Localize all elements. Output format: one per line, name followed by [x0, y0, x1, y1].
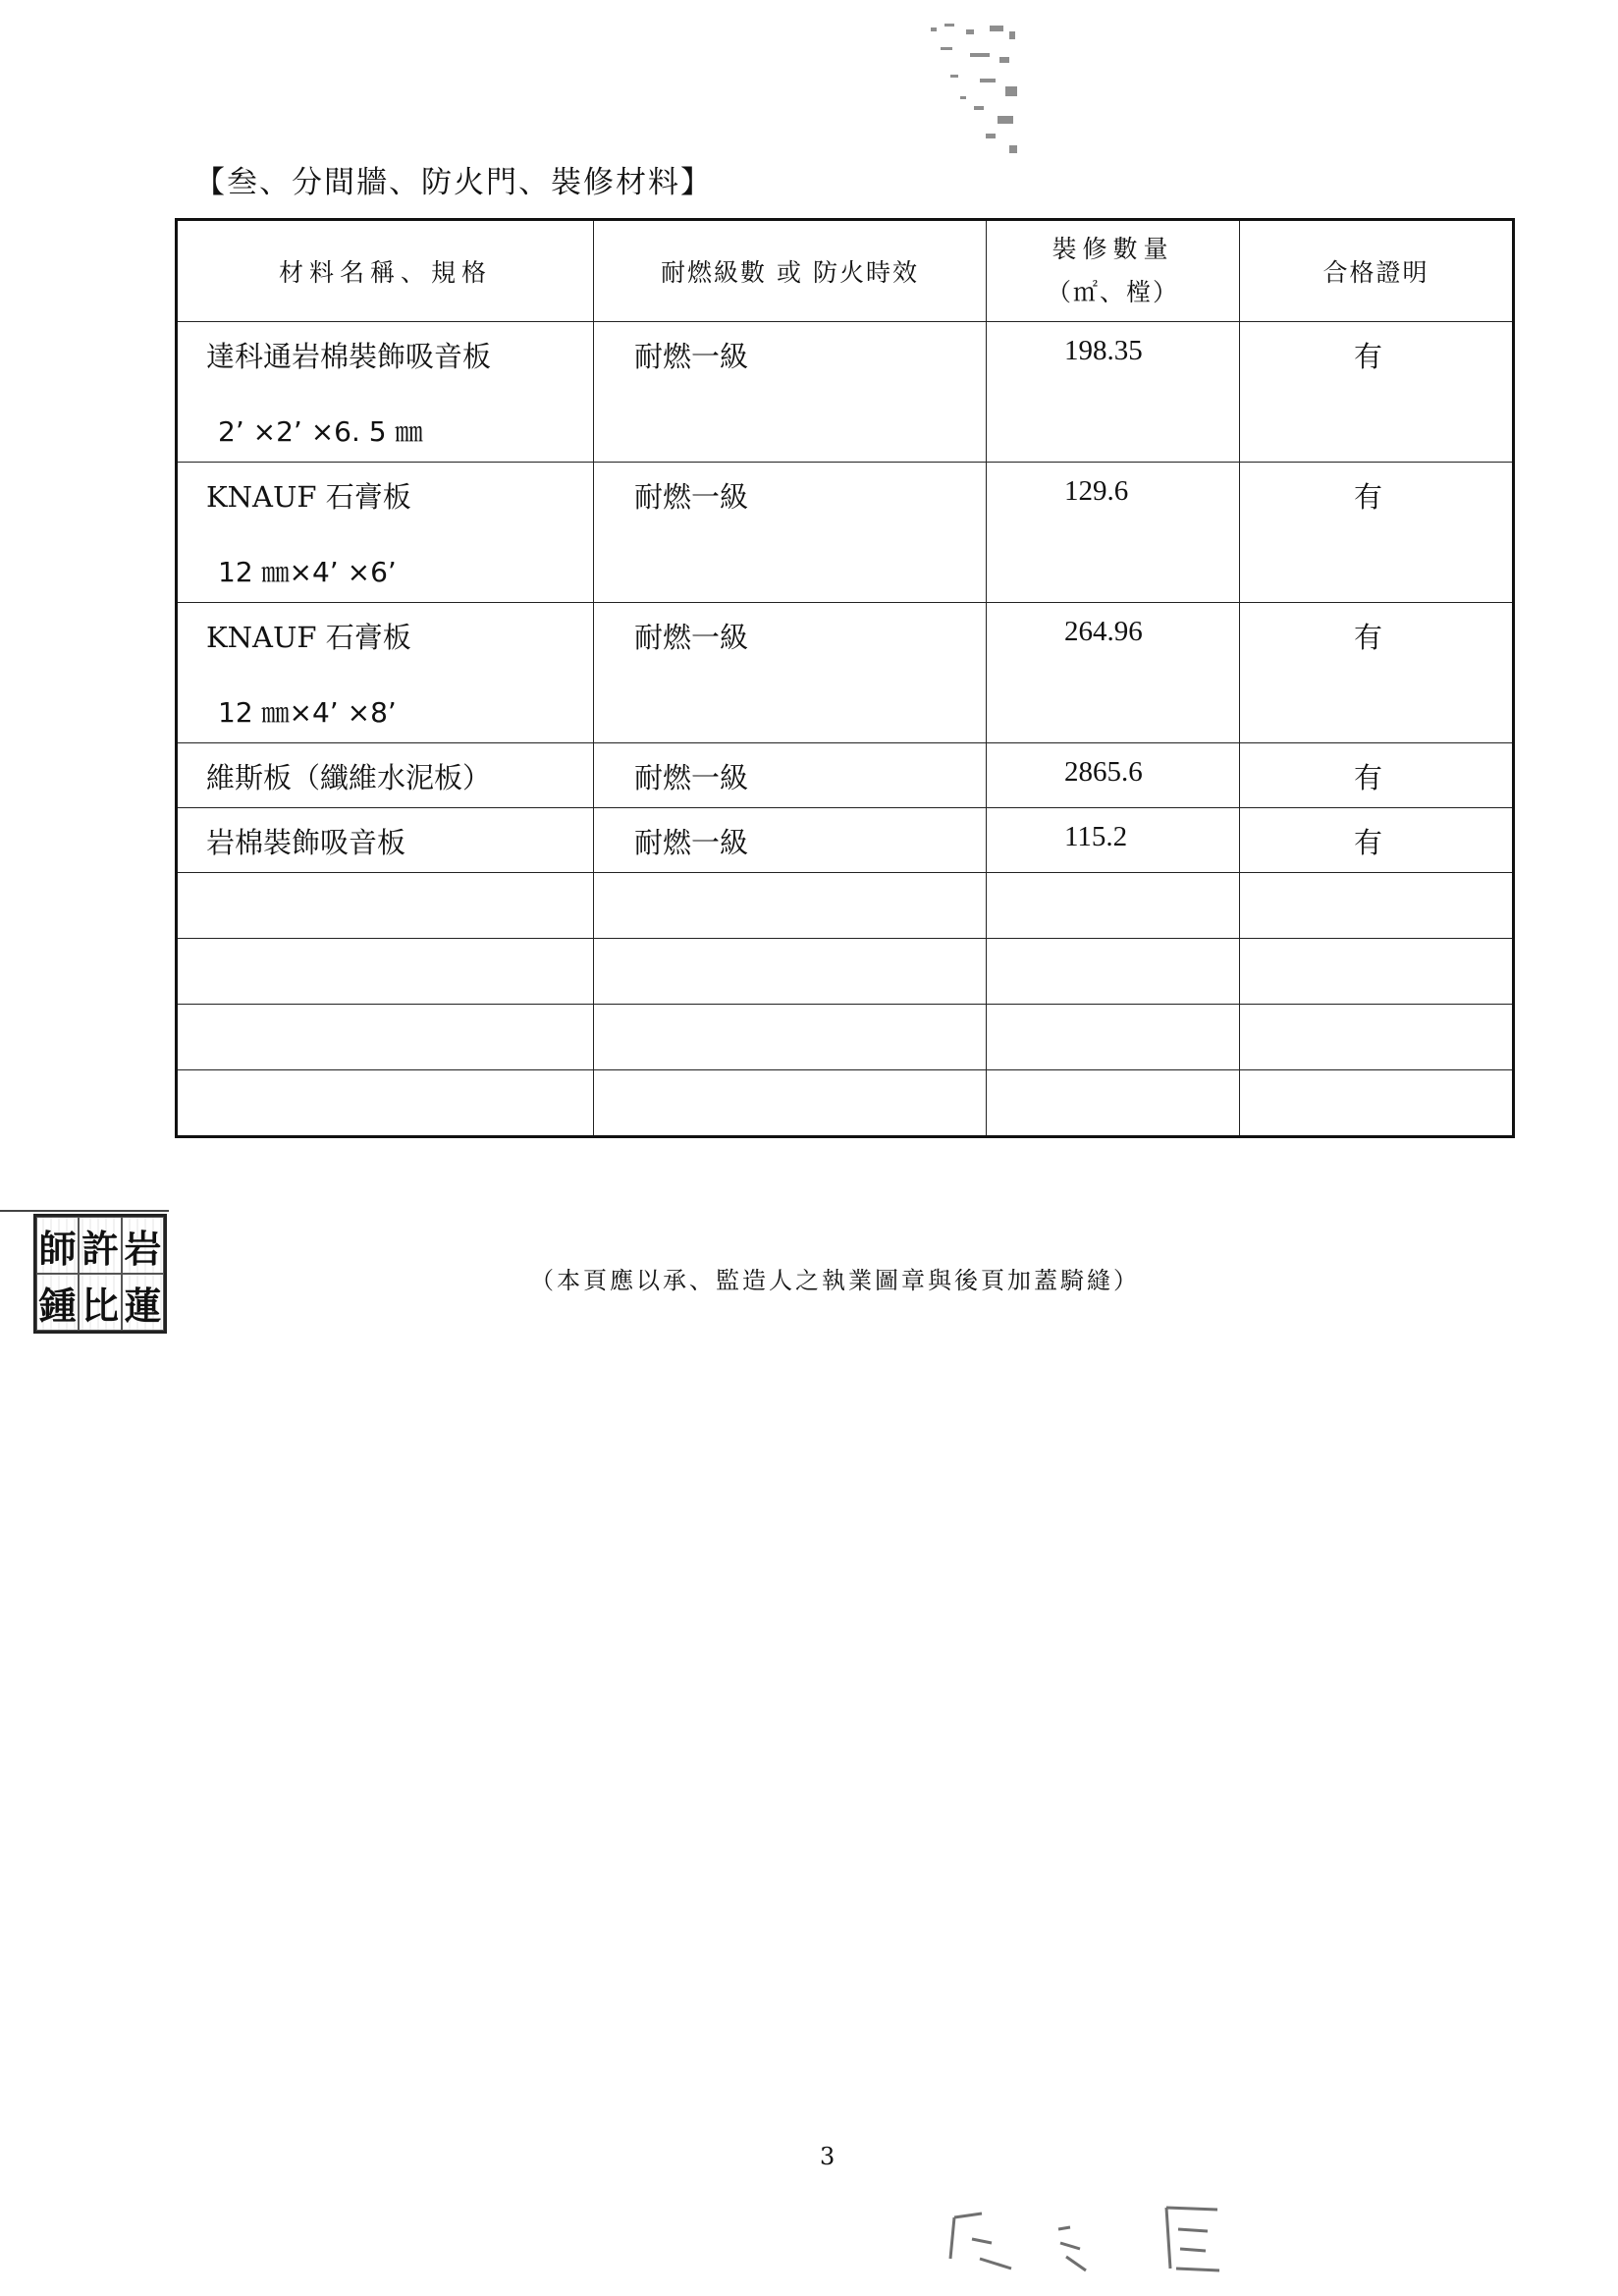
left-edge-rule	[0, 1210, 169, 1212]
material-spec: 12 ㎜×4’ ×6’	[218, 556, 397, 588]
fire-rating: 耐燃一級	[634, 826, 749, 859]
table-row	[177, 463, 1514, 603]
header-certificate: 合格證明	[1240, 220, 1514, 322]
material-name: 達科通岩棉裝飾吸音板	[206, 340, 492, 373]
certificate: 有	[1354, 480, 1383, 514]
stamp-top-seal	[911, 18, 1068, 175]
header-quantity-line2: （㎡、樘）	[1046, 278, 1179, 306]
table-row-empty	[177, 939, 1514, 1005]
table-row-empty	[177, 1005, 1514, 1070]
architect-seal	[33, 1214, 167, 1334]
fire-rating: 耐燃一級	[634, 621, 749, 654]
table-row	[177, 743, 1514, 808]
table-row-empty	[177, 873, 1514, 939]
fire-rating: 耐燃一級	[634, 761, 749, 794]
certificate: 有	[1354, 340, 1383, 373]
material-name: 岩棉裝飾吸音板	[206, 826, 406, 859]
fire-rating: 耐燃一級	[634, 340, 749, 373]
seal-char: 比	[79, 1274, 121, 1331]
seal-char: 岩	[122, 1217, 164, 1274]
material-spec: 12 ㎜×4’ ×8’	[218, 696, 397, 729]
material-spec: 2’ ×2’ ×6. 5 ㎜	[218, 415, 423, 448]
quantity: 198.35	[1064, 335, 1143, 366]
stamp-bottom-seals	[943, 2200, 1237, 2278]
fire-rating: 耐燃一級	[634, 480, 749, 514]
header-fire-rating: 耐燃級數 或 防火時效	[594, 220, 987, 322]
seal-char: 鍾	[36, 1274, 79, 1331]
material-name: 維斯板（纖維水泥板）	[206, 761, 492, 794]
header-name: 材料名稱、規格	[177, 220, 594, 322]
certificate: 有	[1354, 761, 1383, 794]
material-name: KNAUF 石膏板	[206, 621, 411, 654]
page-number: 3	[820, 2143, 836, 2170]
quantity: 264.96	[1064, 616, 1143, 647]
table-row	[177, 322, 1514, 463]
table-row	[177, 808, 1514, 873]
material-name: KNAUF 石膏板	[206, 480, 411, 514]
footnote: （本頁應以承、監造人之執業圖章與後頁加蓋騎縫）	[530, 1267, 1140, 1294]
certificate: 有	[1354, 826, 1383, 859]
table-row-empty	[177, 1070, 1514, 1137]
seal-char: 師	[36, 1217, 79, 1274]
header-quantity	[987, 220, 1240, 322]
quantity: 115.2	[1064, 821, 1128, 852]
quantity: 129.6	[1064, 475, 1129, 507]
table-header-row	[177, 220, 1514, 322]
section-heading: 【叁、分間牆、防火門、裝修材料】	[194, 165, 713, 200]
materials-table	[175, 218, 1515, 1138]
seal-char: 許	[79, 1217, 121, 1274]
certificate: 有	[1354, 621, 1383, 654]
table-row	[177, 603, 1514, 743]
header-quantity-line1: 裝修數量	[1052, 235, 1174, 263]
quantity: 2865.6	[1064, 756, 1143, 788]
seal-char: 蓮	[122, 1274, 164, 1331]
